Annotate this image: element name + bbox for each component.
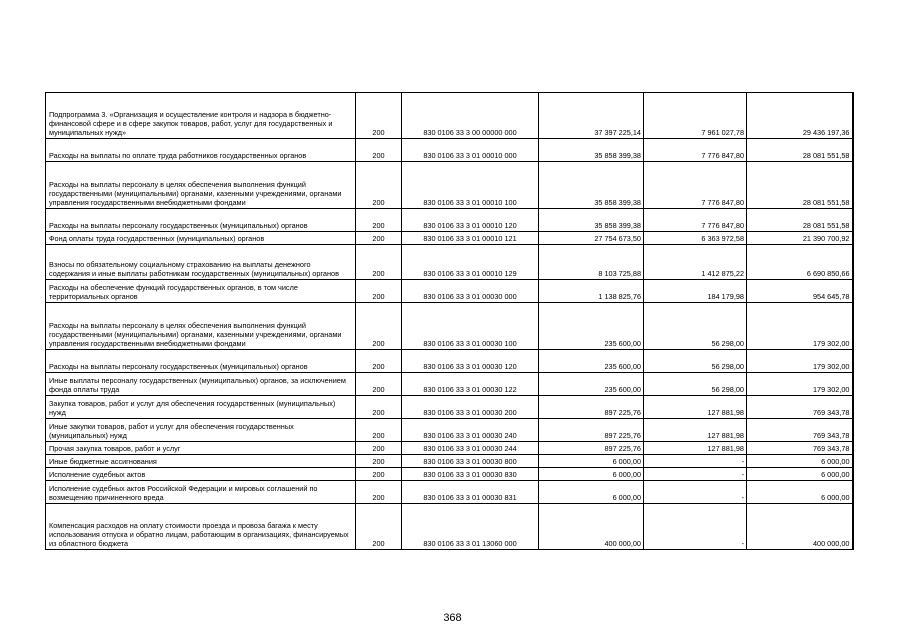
row-budget-class-code-cell: 830 0106 33 3 01 00010 000 <box>402 139 539 162</box>
row-line-code-cell: 200 <box>356 350 402 373</box>
row-approved-amount-cell: 6 000,00 <box>539 468 644 481</box>
row-line-code-cell: 200 <box>356 245 402 280</box>
row-unexecuted-amount-cell: 28 081 551,58 <box>747 139 853 162</box>
row-budget-class-code-cell: 830 0106 33 3 01 00030 240 <box>402 419 539 442</box>
row-name-cell: Иные выплаты персоналу государственных (муниципальных) органов, за исключением фонда оплаты труда <box>46 373 356 396</box>
table-row <box>46 373 853 396</box>
row-executed-amount-cell: 7 961 027,78 <box>644 93 747 139</box>
row-line-code-cell: 200 <box>356 303 402 350</box>
page-number: 368 <box>443 612 462 624</box>
row-unexecuted-amount-cell: 954 645,78 <box>747 280 853 303</box>
table-row <box>46 481 853 504</box>
row-executed-amount-cell: 184 179,98 <box>644 280 747 303</box>
row-unexecuted-amount-cell: 769 343,78 <box>747 419 853 442</box>
row-unexecuted-amount-cell: 769 343,78 <box>747 396 853 419</box>
row-budget-class-code-cell: 830 0106 33 3 01 00010 120 <box>402 209 539 232</box>
table-row <box>46 396 853 419</box>
row-executed-amount-cell: 127 881,98 <box>644 419 747 442</box>
row-executed-amount-cell: 6 363 972,58 <box>644 232 747 245</box>
row-unexecuted-amount-cell: 6 690 850,66 <box>747 245 853 280</box>
row-approved-amount-cell: 1 138 825,76 <box>539 280 644 303</box>
table-row <box>46 419 853 442</box>
row-line-code-cell: 200 <box>356 139 402 162</box>
row-budget-class-code-cell: 830 0106 33 3 01 00030 200 <box>402 396 539 419</box>
row-approved-amount-cell: 37 397 225,14 <box>539 93 644 139</box>
row-line-code-cell: 200 <box>356 93 402 139</box>
row-approved-amount-cell: 897 225,76 <box>539 396 644 419</box>
table-row <box>46 280 853 303</box>
table-row <box>46 93 853 139</box>
row-approved-amount-cell: 235 600,00 <box>539 350 644 373</box>
row-line-code-cell: 200 <box>356 162 402 209</box>
row-line-code-cell: 200 <box>356 468 402 481</box>
row-budget-class-code-cell: 830 0106 33 3 01 00030 800 <box>402 455 539 468</box>
row-approved-amount-cell: 27 754 673,50 <box>539 232 644 245</box>
row-unexecuted-amount-cell: 179 302,00 <box>747 303 853 350</box>
table-row <box>46 468 853 481</box>
row-executed-amount-cell: - <box>644 468 747 481</box>
table-row <box>46 350 853 373</box>
row-name-cell: Иные закупки товаров, работ и услуг для обеспечения государственных (муниципальных) нужд <box>46 419 356 442</box>
row-approved-amount-cell: 400 000,00 <box>539 504 644 550</box>
row-executed-amount-cell: 56 298,00 <box>644 303 747 350</box>
row-executed-amount-cell: - <box>644 504 747 550</box>
row-line-code-cell: 200 <box>356 373 402 396</box>
row-budget-class-code-cell: 830 0106 33 3 01 00030 000 <box>402 280 539 303</box>
row-approved-amount-cell: 35 858 399,38 <box>539 139 644 162</box>
row-name-cell: Закупка товаров, работ и услуг для обеспечения государственных (муниципальных) нужд <box>46 396 356 419</box>
row-executed-amount-cell: 7 776 847,80 <box>644 162 747 209</box>
row-executed-amount-cell: - <box>644 455 747 468</box>
table-body <box>46 93 853 550</box>
row-executed-amount-cell: - <box>644 481 747 504</box>
table-row <box>46 139 853 162</box>
row-executed-amount-cell: 127 881,98 <box>644 442 747 455</box>
table-row <box>46 303 853 350</box>
row-approved-amount-cell: 6 000,00 <box>539 455 644 468</box>
row-line-code-cell: 200 <box>356 481 402 504</box>
row-budget-class-code-cell: 830 0106 33 3 01 00030 100 <box>402 303 539 350</box>
row-unexecuted-amount-cell: 179 302,00 <box>747 350 853 373</box>
row-name-cell: Компенсация расходов на оплату стоимости проезда и провоза багажа к месту использования отпуска и обратно лицам, работающим в организациях, финансируемых из областного бюджета <box>46 504 356 550</box>
table-row <box>46 455 853 468</box>
row-name-cell: Расходы на выплаты по оплате труда работников государственных органов <box>46 139 356 162</box>
row-unexecuted-amount-cell: 21 390 700,92 <box>747 232 853 245</box>
row-approved-amount-cell: 235 600,00 <box>539 303 644 350</box>
row-name-cell: Расходы на выплаты персоналу государственных (муниципальных) органов <box>46 209 356 232</box>
row-budget-class-code-cell: 830 0106 33 3 01 00030 122 <box>402 373 539 396</box>
row-unexecuted-amount-cell: 179 302,00 <box>747 373 853 396</box>
row-approved-amount-cell: 897 225,76 <box>539 442 644 455</box>
row-unexecuted-amount-cell: 28 081 551,58 <box>747 209 853 232</box>
row-name-cell: Взносы по обязательному социальному страхованию на выплаты денежного содержания и иные выплаты работникам государственных (муниципальных) органов <box>46 245 356 280</box>
table-row <box>46 504 853 550</box>
row-name-cell: Расходы на обеспечение функций государственных органов, в том числе территориальных органов <box>46 280 356 303</box>
row-unexecuted-amount-cell: 6 000,00 <box>747 481 853 504</box>
row-executed-amount-cell: 56 298,00 <box>644 373 747 396</box>
row-line-code-cell: 200 <box>356 396 402 419</box>
row-budget-class-code-cell: 830 0106 33 3 01 00030 120 <box>402 350 539 373</box>
row-budget-class-code-cell: 830 0106 33 3 01 00010 129 <box>402 245 539 280</box>
row-budget-class-code-cell: 830 0106 33 3 01 00010 100 <box>402 162 539 209</box>
row-approved-amount-cell: 35 858 399,38 <box>539 209 644 232</box>
table-row <box>46 245 853 280</box>
row-name-cell: Расходы на выплаты персоналу государственных (муниципальных) органов <box>46 350 356 373</box>
row-unexecuted-amount-cell: 6 000,00 <box>747 455 853 468</box>
row-executed-amount-cell: 7 776 847,80 <box>644 209 747 232</box>
budget-execution-table <box>45 92 854 550</box>
row-name-cell: Прочая закупка товаров, работ и услуг <box>46 442 356 455</box>
row-budget-class-code-cell: 830 0106 33 3 01 00010 121 <box>402 232 539 245</box>
row-unexecuted-amount-cell: 6 000,00 <box>747 468 853 481</box>
row-line-code-cell: 200 <box>356 232 402 245</box>
row-name-cell: Исполнение судебных актов Российской Федерации и мировых соглашений по возмещению причиненного вреда <box>46 481 356 504</box>
row-name-cell: Расходы на выплаты персоналу в целях обеспечения выполнения функций государственными (муниципальными) органами, казенными учреждениями, органами управления государственными внебюджетными фондами <box>46 162 356 209</box>
row-budget-class-code-cell: 830 0106 33 3 00 00000 000 <box>402 93 539 139</box>
row-approved-amount-cell: 235 600,00 <box>539 373 644 396</box>
row-approved-amount-cell: 8 103 725,88 <box>539 245 644 280</box>
row-name-cell: Подпрограмма 3. «Организация и осуществление контроля и надзора в бюджетно-финансовой сфере и в сфере закупок товаров, работ, услуг для государственных и муниципальных нужд» <box>46 93 356 139</box>
row-line-code-cell: 200 <box>356 442 402 455</box>
row-name-cell: Расходы на выплаты персоналу в целях обеспечения выполнения функций государственными (муниципальными) органами, казенными учреждениями, органами управления государственными внебюджетными фондами <box>46 303 356 350</box>
row-approved-amount-cell: 35 858 399,38 <box>539 162 644 209</box>
table-row <box>46 232 853 245</box>
row-name-cell: Фонд оплаты труда государственных (муниципальных) органов <box>46 232 356 245</box>
table-row <box>46 162 853 209</box>
row-executed-amount-cell: 127 881,98 <box>644 396 747 419</box>
row-budget-class-code-cell: 830 0106 33 3 01 00030 831 <box>402 481 539 504</box>
row-unexecuted-amount-cell: 400 000,00 <box>747 504 853 550</box>
row-unexecuted-amount-cell: 28 081 551,58 <box>747 162 853 209</box>
row-line-code-cell: 200 <box>356 419 402 442</box>
row-unexecuted-amount-cell: 29 436 197,36 <box>747 93 853 139</box>
table-row <box>46 442 853 455</box>
row-executed-amount-cell: 7 776 847,80 <box>644 139 747 162</box>
row-budget-class-code-cell: 830 0106 33 3 01 00030 830 <box>402 468 539 481</box>
row-budget-class-code-cell: 830 0106 33 3 01 00030 244 <box>402 442 539 455</box>
row-budget-class-code-cell: 830 0106 33 3 01 13060 000 <box>402 504 539 550</box>
row-unexecuted-amount-cell: 769 343,78 <box>747 442 853 455</box>
row-executed-amount-cell: 1 412 875,22 <box>644 245 747 280</box>
row-name-cell: Иные бюджетные ассигнования <box>46 455 356 468</box>
row-name-cell: Исполнение судебных актов <box>46 468 356 481</box>
row-executed-amount-cell: 56 298,00 <box>644 350 747 373</box>
row-approved-amount-cell: 6 000,00 <box>539 481 644 504</box>
row-line-code-cell: 200 <box>356 280 402 303</box>
row-approved-amount-cell: 897 225,76 <box>539 419 644 442</box>
row-line-code-cell: 200 <box>356 504 402 550</box>
row-line-code-cell: 200 <box>356 209 402 232</box>
table-row <box>46 209 853 232</box>
row-line-code-cell: 200 <box>356 455 402 468</box>
